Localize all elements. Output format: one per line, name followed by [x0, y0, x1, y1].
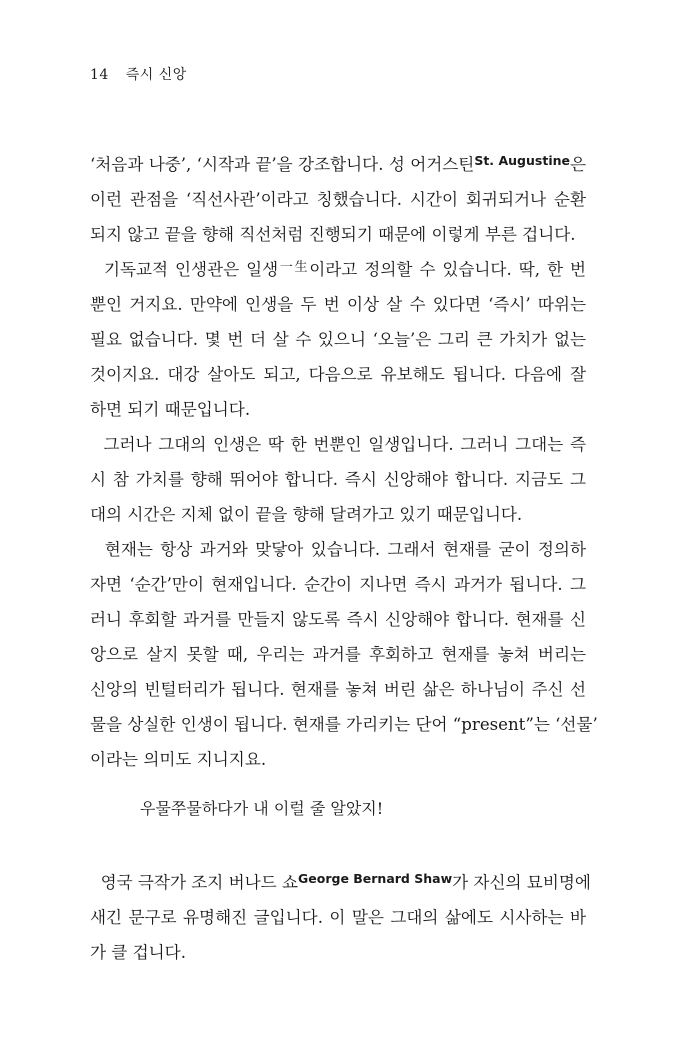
- text-line: 새긴 문구로 유명해진 글입니다. 이 말은 그대의 삶에도 시사하는 바: [90, 908, 586, 927]
- hanja-gloss: 一生: [278, 260, 310, 275]
- main-text: [90, 147, 598, 777]
- text-line: 하면 되기 때문입니다.: [90, 400, 251, 419]
- text-line: 대의 시간은 지체 없이 끝을 향해 달려가고 있기 때문입니다.: [90, 505, 523, 524]
- text-line: 뿐인 거지요. 만약에 인생을 두 번 이상 살 수 있다면 ‘즉시’ 따위는: [90, 295, 586, 314]
- chapter-title: 즉시 신앙: [125, 67, 187, 83]
- english-gloss: St. Augustine: [474, 153, 570, 168]
- text-line: 그러나 그대의 인생은 딱 한 번뿐인 일생입니다. 그러니 그대는 즉: [103, 435, 586, 454]
- text-line: 것이지요. 대강 살아도 되고, 다음으로 유보해도 됩니다. 다음에 잘: [90, 365, 586, 384]
- block-quote: 우물쭈물하다가 내 이럴 줄 알았지!: [140, 799, 384, 818]
- text-line: 물을 상실한 인생이 됩니다. 현재를 가리키는 단어 “present”는 ‘선물’: [90, 715, 598, 734]
- text-line: 러니 후회할 과거를 만들지 않도록 즉시 신앙해야 합니다. 현재를 신: [90, 610, 586, 629]
- text-line: 시 참 가치를 향해 뛰어야 합니다. 즉시 신앙해야 합니다. 지금도 그: [90, 470, 586, 489]
- text-line: 이런 관점을 ‘직선사관’이라고 칭했습니다. 시간이 회귀되거나 순환: [90, 190, 586, 209]
- text-line: 영국 극작가 조지 버나드 쇼$^{George Bernard Shaw}$가 자신의 묘비명에: [100, 871, 591, 892]
- text-line: 현재는 항상 과거와 맞닿아 있습니다. 그래서 현재를 굳이 정의하: [104, 540, 586, 559]
- text-line: 되지 않고 끝을 향해 직선처럼 진행되기 때문에 이렇게 부른 겁니다.: [90, 225, 576, 244]
- text-line: 필요 없습니다. 몇 번 더 살 수 있으니 ‘오늘’은 그리 큰 가치가 없는: [90, 330, 586, 349]
- text-line: 기독교적 인생관은 일생$^{一生}$이라고 정의할 수 있습니다. 딱, 한 번: [103, 260, 586, 279]
- running-header: [90, 64, 187, 84]
- text-line: 자면 ‘순간’만이 현재입니다. 순간이 지나면 즉시 과거가 됩니다. 그: [90, 575, 586, 594]
- text-line: 가 클 겁니다.: [90, 943, 186, 962]
- text-line: 앙으로 살지 못할 때, 우리는 과거를 후회하고 현재를 놓쳐 버리는: [90, 645, 586, 664]
- main-text-continued: [90, 865, 591, 970]
- english-gloss: George Bernard Shaw: [298, 871, 453, 886]
- text-line: ‘처음과 나중’, ‘시작과 끝’을 강조합니다. 성 어거스틴$^{St. Augustine}$은: [90, 153, 587, 174]
- page-number: 14: [90, 67, 109, 83]
- text-line: 이라는 의미도 지니지요.: [90, 750, 267, 769]
- text-line: 신앙의 빈털터리가 됩니다. 현재를 놓쳐 버린 삶은 하나님이 주신 선: [90, 680, 586, 699]
